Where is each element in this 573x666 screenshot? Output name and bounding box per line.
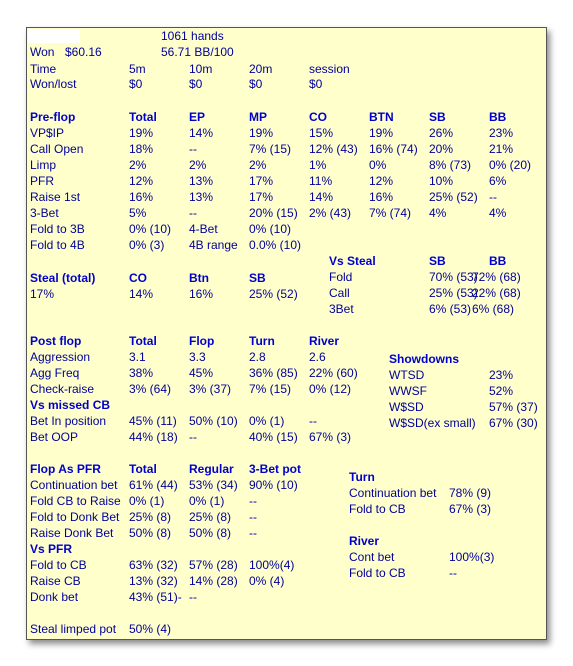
showdowns-row-label: W$SD [389, 400, 424, 414]
preflop-cell: 6% [489, 174, 507, 188]
postflop-row-label: Aggression [30, 350, 91, 364]
turn-value: 78% (9) [449, 486, 492, 500]
flop-pfr-cell: 0% (1) [189, 494, 225, 508]
preflop-cell: 13% [189, 174, 214, 188]
preflop-cell: 11% [309, 174, 333, 188]
winlost-value-0: $0 [129, 77, 143, 91]
postflop-cell: 3% (64) [129, 382, 172, 396]
preflop-cell: 26% [429, 126, 454, 140]
preflop-cell: 16% (74) [369, 142, 418, 156]
vs-steal-header-bb: BB [489, 254, 507, 268]
steal-header-3: SB [249, 271, 266, 285]
preflop-cell: 7% (15) [249, 142, 292, 156]
vs-pfr-cell: 100%(4) [249, 558, 295, 572]
postflop-cell: 0% (12) [309, 382, 352, 396]
preflop-cell: 15% [309, 126, 334, 140]
vs-steal-row-label: Fold [329, 270, 353, 284]
vs-steal-header-sb: SB [429, 254, 446, 268]
preflop-cell: 19% [129, 126, 154, 140]
steal-value-2: 16% [189, 287, 214, 301]
preflop-cell: 12% [129, 174, 154, 188]
flop-pfr-cell: 61% (44) [129, 478, 178, 492]
player-name-box [28, 29, 80, 43]
preflop-cell: 12% [369, 174, 394, 188]
preflop-cell: 17% [249, 174, 274, 188]
steal-header-2: Btn [189, 271, 209, 285]
preflop-cell: 4% [489, 206, 507, 220]
preflop-header-5: BTN [369, 110, 394, 124]
showdowns-row-label: WWSF [389, 384, 427, 398]
steal-limped-label: Steal limped pot [30, 622, 117, 636]
river-title: River [349, 534, 380, 548]
vs-steal-cell: 6% (53) [429, 302, 472, 316]
vs-steal-cell: 22% (68) [472, 286, 521, 300]
fold3b-label: Fold to 3B [30, 222, 85, 236]
preflop-cell: 5% [129, 206, 147, 220]
vs-steal-row-label: Call [329, 286, 350, 300]
turn-row-label: Continuation bet [349, 486, 437, 500]
postflop-header-2: Flop [189, 334, 215, 348]
fourbet-range-label: 4B range [189, 238, 238, 252]
preflop-cell: 2% [189, 158, 207, 172]
preflop-cell: 16% [369, 190, 394, 204]
vs-steal-cell: 25% (53) [429, 286, 478, 300]
missed-cb-cell: 50% (10) [189, 414, 238, 428]
turn-row-label: Fold to CB [349, 502, 406, 516]
postflop-cell: 36% (85) [249, 366, 298, 380]
preflop-header-3: MP [249, 110, 267, 124]
preflop-cell: 16% [129, 190, 154, 204]
preflop-cell: 14% [309, 190, 334, 204]
postflop-header-0: Post flop [30, 334, 82, 348]
fold3b-value: 0% (10) [129, 222, 172, 236]
postflop-header-1: Total [129, 334, 157, 348]
river-row-label: Fold to CB [349, 566, 406, 580]
vs-pfr-row-label: Raise CB [30, 574, 81, 588]
flop-pfr-row-label: Continuation bet [30, 478, 118, 492]
flop-pfr-cell: 50% (8) [129, 526, 172, 540]
showdowns-value: 67% (30) [489, 416, 538, 430]
fold4b-label: Fold to 4B [30, 238, 85, 252]
vs-pfr-cell: -- [189, 590, 197, 604]
preflop-cell: 2% [249, 158, 267, 172]
postflop-cell: 3% (37) [189, 382, 232, 396]
period-2: 20m [249, 62, 273, 76]
won-value: $60.16 [65, 45, 102, 59]
preflop-cell: 19% [249, 126, 274, 140]
steal-header-0: Steal (total) [30, 271, 96, 285]
flop-pfr-cell: -- [249, 526, 257, 540]
vs-pfr-title: Vs PFR [30, 542, 73, 556]
flop-pfr-cell: 0% (1) [129, 494, 165, 508]
postflop-cell: 3.1 [129, 350, 146, 364]
preflop-cell: -- [489, 190, 497, 204]
missed-cb-cell: 45% (11) [129, 414, 177, 428]
steal-value-1: 14% [129, 287, 154, 301]
preflop-row-label: Limp [30, 158, 57, 172]
hud-stats-panel [26, 27, 547, 640]
flop-pfr-row-label: Fold CB to Raise [30, 494, 121, 508]
preflop-cell: -- [189, 142, 197, 156]
flop-pfr-cell: -- [249, 510, 257, 524]
flop-pfr-cell: 53% (34) [189, 478, 238, 492]
showdowns-title: Showdowns [389, 352, 459, 366]
missed-cb-cell: -- [309, 414, 317, 428]
preflop-cell: 20% (15) [249, 206, 298, 220]
preflop-cell: 0% [369, 158, 387, 172]
preflop-cell: 0% (20) [489, 158, 532, 172]
vs-pfr-cell: 63% (32) [129, 558, 178, 572]
vs-pfr-cell: 43% (51)- [129, 590, 182, 604]
preflop-row-label: 3-Bet [30, 206, 59, 220]
preflop-cell: 25% (52) [429, 190, 478, 204]
showdowns-row-label: W$SD(ex small) [389, 416, 476, 430]
preflop-cell: 20% [429, 142, 454, 156]
vs-steal-row-label: 3Bet [329, 302, 354, 316]
steal-limped-value: 50% (4) [129, 622, 172, 636]
preflop-cell: 1% [309, 158, 327, 172]
preflop-cell: 21% [489, 142, 514, 156]
vs-missed-cb-title: Vs missed CB [30, 398, 111, 412]
vs-steal-title: Vs Steal [329, 254, 376, 268]
postflop-cell: 38% [129, 366, 154, 380]
flop-pfr-row-label: Fold to Donk Bet [30, 510, 120, 524]
showdowns-row-label: WTSD [389, 368, 425, 382]
showdowns-value: 23% [489, 368, 514, 382]
vs-steal-cell: 6% (68) [472, 302, 515, 316]
preflop-cell: 7% (74) [369, 206, 412, 220]
vs-pfr-cell: 13% (32) [129, 574, 178, 588]
flop-pfr-cell: 25% (8) [129, 510, 172, 524]
vs-pfr-cell: 14% (28) [189, 574, 238, 588]
period-3: session [309, 62, 350, 76]
river-row-label: Cont bet [349, 550, 395, 564]
preflop-cell: 14% [189, 126, 214, 140]
winlost-label: Won/lost [30, 77, 77, 91]
preflop-cell: 12% (43) [309, 142, 358, 156]
fourbet-value: 0% (10) [249, 222, 292, 236]
river-value: -- [449, 566, 457, 580]
winlost-value-2: $0 [249, 77, 263, 91]
preflop-header-2: EP [189, 110, 206, 124]
postflop-header-4: River [309, 334, 340, 348]
turn-value: 67% (3) [449, 502, 492, 516]
postflop-cell: 2.6 [309, 350, 326, 364]
preflop-cell: 2% (43) [309, 206, 352, 220]
flop-pfr-cell: 25% (8) [189, 510, 232, 524]
steal-value-3: 25% (52) [249, 287, 298, 301]
missed-cb-cell: 40% (15) [249, 430, 298, 444]
won-label: Won [30, 45, 55, 59]
preflop-cell: 2% [129, 158, 147, 172]
hands-count: 1061 hands [161, 29, 224, 43]
missed-cb-cell: 0% (1) [249, 414, 285, 428]
postflop-header-3: Turn [249, 334, 275, 348]
missed-cb-cell: 44% (18) [129, 430, 178, 444]
vs-pfr-row-label: Fold to CB [30, 558, 87, 572]
preflop-cell: 4% [429, 206, 447, 220]
showdowns-value: 57% (37) [489, 400, 538, 414]
postflop-row-label: Check-raise [30, 382, 95, 396]
turn-title: Turn [349, 470, 375, 484]
preflop-cell: 8% (73) [429, 158, 472, 172]
flop-pfr-header-3: 3-Bet pot [249, 462, 301, 476]
preflop-header-1: Total [129, 110, 157, 124]
postflop-row-label: Agg Freq [30, 366, 80, 380]
winlost-value-3: $0 [309, 77, 323, 91]
preflop-row-label: VP$IP [30, 126, 65, 140]
flop-pfr-cell: 50% (8) [189, 526, 232, 540]
vs-pfr-cell: 57% (28) [189, 558, 238, 572]
bb-per-100: 56.71 BB/100 [161, 45, 234, 59]
postflop-cell: 2.8 [249, 350, 266, 364]
vs-steal-cell: 70% (53) [429, 270, 478, 284]
steal-value-0: 17% [30, 287, 55, 301]
flop-pfr-row-label: Raise Donk Bet [30, 526, 114, 540]
missed-cb-cell: -- [189, 430, 197, 444]
flop-pfr-header-2: Regular [189, 462, 234, 476]
preflop-row-label: Raise 1st [30, 190, 81, 204]
preflop-header-6: SB [429, 110, 446, 124]
preflop-cell: 17% [249, 190, 274, 204]
postflop-cell: 22% (60) [309, 366, 358, 380]
preflop-header-7: BB [489, 110, 507, 124]
fourbet-label: 4-Bet [189, 222, 218, 236]
flop-pfr-cell: -- [249, 494, 257, 508]
preflop-cell: 13% [189, 190, 214, 204]
flop-pfr-header-0: Flop As PFR [30, 462, 101, 476]
vs-pfr-cell: 0% (4) [249, 574, 285, 588]
preflop-header-0: Pre-flop [30, 110, 76, 124]
river-value: 100%(3) [449, 550, 495, 564]
postflop-cell: 45% [189, 366, 214, 380]
flop-pfr-cell: 90% (10) [249, 478, 298, 492]
fourbet-range-value: 0.0% (10) [249, 238, 302, 252]
winlost-value-1: $0 [189, 77, 203, 91]
missed-cb-row-label: Bet In position [30, 414, 107, 428]
postflop-cell: 3.3 [189, 350, 206, 364]
time-label: Time [30, 62, 57, 76]
postflop-cell: 7% (15) [249, 382, 292, 396]
missed-cb-row-label: Bet OOP [30, 430, 79, 444]
preflop-cell: -- [189, 206, 197, 220]
fold4b-value: 0% (3) [129, 238, 165, 252]
preflop-cell: 19% [369, 126, 394, 140]
preflop-cell: 23% [489, 126, 514, 140]
period-0: 5m [129, 62, 146, 76]
preflop-cell: 18% [129, 142, 154, 156]
steal-header-1: CO [129, 271, 147, 285]
preflop-row-label: PFR [30, 174, 54, 188]
showdowns-value: 52% [489, 384, 514, 398]
vs-steal-cell: 72% (68) [472, 270, 521, 284]
period-1: 10m [189, 62, 213, 76]
missed-cb-cell: 67% (3) [309, 430, 352, 444]
vs-pfr-row-label: Donk bet [30, 590, 79, 604]
preflop-header-4: CO [309, 110, 327, 124]
preflop-row-label: Call Open [30, 142, 84, 156]
flop-pfr-header-1: Total [129, 462, 157, 476]
preflop-cell: 10% [429, 174, 454, 188]
